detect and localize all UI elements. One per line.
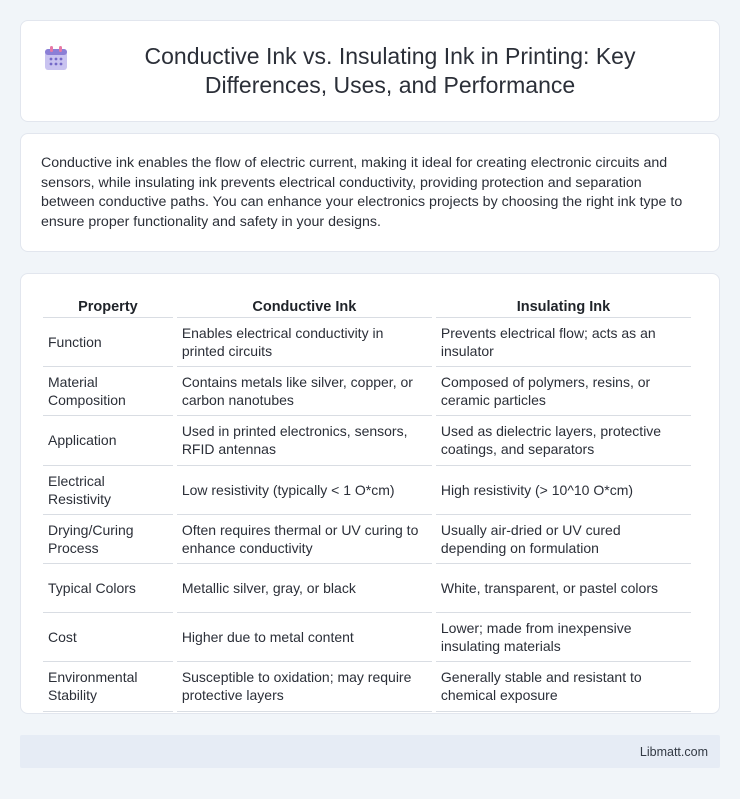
title-card [20,20,720,122]
header-insulating-ink: Insulating Ink [436,296,691,318]
table-row [43,662,691,711]
footer [20,735,720,768]
row-conductive: Metallic silver, gray, or black [177,564,432,613]
row-insulating: Usually air-dried or UV cured depending on formulation [436,515,691,564]
row-insulating: Generally stable and resistant to chemical exposure [436,662,691,711]
row-conductive: Higher due to metal content [177,613,432,662]
row-insulating: Composed of polymers, resins, or ceramic particles [436,367,691,416]
intro-paragraph: Conductive ink enables the flow of electric current, making it ideal for creating electronic circuits and sensors, while insulating ink prevents electrical conductivity, providing protection and separation between conductive paths. You can enhance your electronics projects by choosing the right ink type to ensure proper functionality and safety in your designs. [41,155,683,230]
row-conductive: Used in printed electronics, sensors, RFID antennas [177,416,432,465]
row-insulating: White, transparent, or pastel colors [436,564,691,613]
table-header-row [43,296,691,318]
row-conductive: Low resistivity (typically < 1 O*cm) [177,466,432,515]
row-insulating: Lower; made from inexpensive insulating materials [436,613,691,662]
comparison-card [20,273,720,714]
table-row [43,466,691,515]
page-title: Conductive Ink vs. Insulating Ink in Printing: Key Differences, Uses, and Performance [144,43,636,98]
comparison-table [39,296,695,712]
table-row [43,318,691,367]
row-insulating: High resistivity (> 10^10 O*cm) [436,466,691,515]
table-row [43,367,691,416]
row-property: Typical Colors [43,564,173,613]
calendar-icon [41,43,71,73]
row-property: Cost [43,613,173,662]
row-conductive: Often requires thermal or UV curing to enhance conductivity [177,515,432,564]
header-property: Property [43,296,173,318]
row-property: Function [43,318,173,367]
row-property: Environmental Stability [43,662,173,711]
row-property: Drying/Curing Process [43,515,173,564]
table-row [43,515,691,564]
header-conductive-ink: Conductive Ink [177,296,432,318]
row-property: Electrical Resistivity [43,466,173,515]
table-row [43,613,691,662]
table-row [43,564,691,613]
footer-brand[interactable]: Libmatt.com [639,744,708,759]
row-property: Application [43,416,173,465]
row-conductive: Enables electrical conductivity in printed circuits [177,318,432,367]
row-property: Material Composition [43,367,173,416]
table-row [43,416,691,465]
intro-card [20,133,720,252]
row-insulating: Used as dielectric layers, protective coatings, and separators [436,416,691,465]
row-insulating: Prevents electrical flow; acts as an insulator [436,318,691,367]
row-conductive: Susceptible to oxidation; may require protective layers [177,662,432,711]
row-conductive: Contains metals like silver, copper, or carbon nanotubes [177,367,432,416]
